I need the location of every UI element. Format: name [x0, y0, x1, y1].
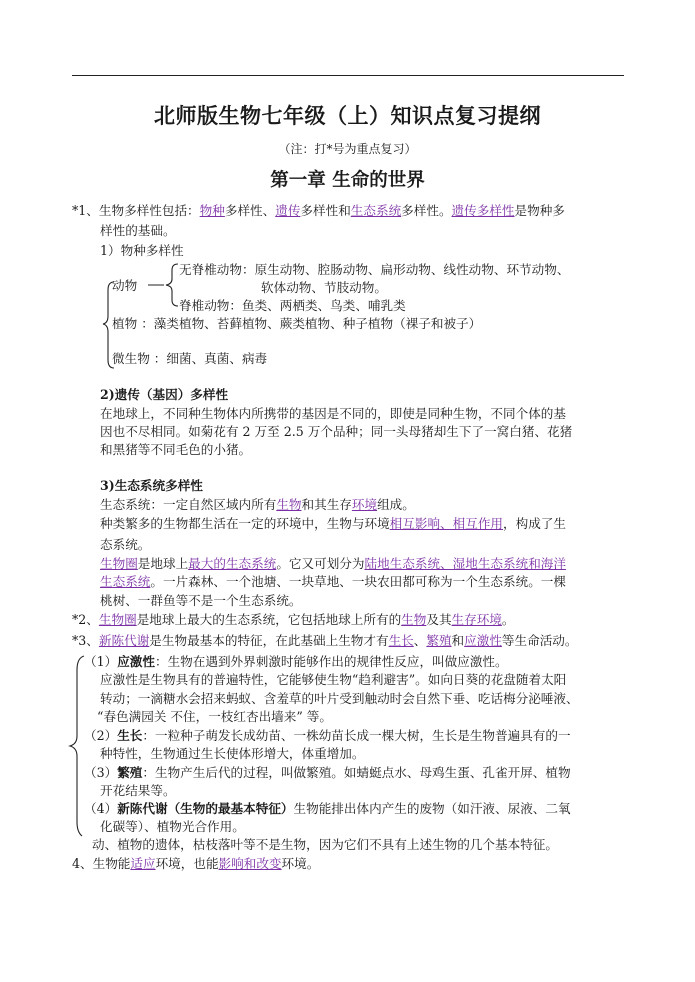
invertebrate-line-2: 软体动物、节肢动物。: [261, 280, 387, 295]
irritability-line-2: 应激性是生物具有的普遍特性，它能够使生物“趋利避害”。如向日葵的花盘随着太阳: [100, 672, 567, 687]
text: *1、生物多样性包括：: [72, 203, 200, 218]
text: （2）: [84, 728, 118, 743]
text: 和: [451, 633, 465, 648]
text: 生物能排出体内产生的废物（如汗液、尿液、二氧: [293, 801, 571, 816]
text: 环境，也能: [155, 856, 219, 871]
keyword-link[interactable]: 遗传: [275, 203, 301, 218]
page-title: 北师版生物七年级（上）知识点复习提纲: [154, 104, 541, 128]
genetic-p3: 和黑猪等不同毛色的小猪。: [100, 442, 252, 457]
keyword-link[interactable]: 生物: [276, 497, 302, 512]
term: 新陈代谢（生物的最基本特征）: [117, 801, 294, 816]
keyword-link[interactable]: 物种: [199, 203, 225, 218]
text: 组成。: [377, 497, 415, 512]
text: 多样性。: [401, 203, 452, 218]
keyword-link[interactable]: 环境: [351, 497, 378, 512]
vertebrate-line: 脊椎动物：鱼类、两栖类、鸟类、哺乳类: [179, 298, 406, 313]
text: 多样性、: [224, 203, 276, 218]
text: ：生物产生后代的过程，叫做繁殖。如蜻蜓点水、母鸡生蛋、孔雀开屏、植物: [142, 765, 571, 780]
biosphere-line-3: 桃树、一群鱼等不是一个生态系统。: [100, 593, 302, 608]
header-rule: [72, 75, 624, 76]
item-1-line-2: 样性的基础。: [100, 223, 176, 238]
text: 多样性和: [300, 203, 351, 218]
trait-irritability: [84, 653, 508, 671]
keyword-link[interactable]: 生存环境: [451, 612, 502, 627]
text: 等生命活动。: [501, 633, 578, 648]
text: 种类繁多的生物都生活在一定的环境中，生物与环境: [100, 516, 390, 531]
metabolism-line-2: 化碳等）、植物光合作用。: [100, 819, 245, 834]
keyword-link[interactable]: 应激性: [464, 633, 502, 648]
text: *2、: [72, 612, 99, 627]
eco-line-3: 态系统。: [100, 537, 151, 552]
microbe-line: 微生物 ：细菌、真菌、病毒: [112, 351, 268, 366]
text: 是地球上: [137, 556, 189, 571]
text: ：一粒种子萌发长成幼苗、一株幼苗长成一棵大树，生长是生物普遍具有的一: [142, 728, 571, 743]
plant-line: 植物 ：藻类植物、苔藓植物、蕨类植物、种子植物（裸子和被子）: [112, 316, 482, 331]
label-animal: 动物: [112, 278, 138, 293]
text: （4）: [84, 801, 118, 816]
text: 和其生存: [301, 497, 352, 512]
subheading-species: 1）物种多样性: [100, 243, 184, 258]
text: 。一片森林、一个池塘、一块草地、一块农田都可称为一个生态系统。一棵: [150, 574, 566, 589]
keyword-link[interactable]: 生物圈: [100, 556, 138, 571]
text: 4、生物能: [72, 856, 131, 871]
reproduction-line-2: 开花结果等。: [100, 783, 176, 798]
eco-line-1: [100, 496, 415, 514]
eco-line-2: [100, 515, 566, 533]
trait-reproduction: [84, 764, 571, 782]
term: 繁殖: [117, 765, 143, 780]
keyword-link[interactable]: 影响和改变: [218, 856, 282, 871]
text: 、: [413, 633, 427, 648]
text: 及其: [426, 612, 452, 627]
keyword-link[interactable]: 陆地生态系统、湿地生态系统和海洋: [364, 556, 566, 571]
text: 。它又可划分为: [276, 556, 365, 571]
keyword-link[interactable]: 相互影响、相互作用: [389, 516, 503, 531]
term: 应激性: [117, 654, 155, 669]
text: *3、: [72, 633, 99, 648]
text: 生态系统：一定自然区域内所有: [100, 497, 277, 512]
text: ：生物在遇到外界刺激时能够作出的规律性反应，叫做应激性。: [154, 654, 508, 669]
item-2: [72, 611, 515, 629]
keyword-link[interactable]: 繁殖: [426, 633, 452, 648]
irritability-line-3: 转动；一滴糖水会招来蚂蚁、含羞草的叶片受到触动时会自然下垂、吃话梅分泌唾液、: [100, 691, 579, 706]
keyword-link[interactable]: 生态系统: [350, 203, 402, 218]
invertebrate-line-1: 无脊椎动物：原生动物、腔肠动物、扁形动物、线性动物、环节动物、: [179, 262, 570, 277]
chapter-heading: 第一章 生命的世界: [270, 170, 425, 191]
keyword-link[interactable]: 最大的生态系统: [188, 556, 277, 571]
text: （3）: [84, 765, 118, 780]
keyword-link[interactable]: 生态系统: [100, 574, 151, 589]
text: 是物种多: [514, 203, 565, 218]
keyword-link[interactable]: 生长: [388, 633, 414, 648]
trait-metabolism: [84, 800, 571, 818]
genetic-p2: 因也不尽相同。如菊花有 2 万至 2.5 万个品种；同一头母猪却生下了一窝白猪、花猪: [100, 424, 573, 439]
page-note: （注：打*号为重点复习）: [278, 142, 417, 156]
term: 生长: [117, 728, 143, 743]
subheading-ecosystem: 3)生态系统多样性: [100, 478, 203, 493]
text: ，构成了生: [503, 516, 566, 531]
keyword-link[interactable]: 适应: [130, 856, 156, 871]
biosphere-line-1: [100, 555, 566, 573]
item-1-line-1: [72, 202, 565, 220]
text: 。: [501, 612, 515, 627]
trait-growth: [84, 727, 571, 745]
text: 是生物最基本的特征，在此基础上生物才有: [149, 633, 389, 648]
item-4: [72, 855, 319, 873]
growth-line-2: 种特性，生物通过生长使体形增大，体重增加。: [100, 746, 365, 761]
genetic-p1: 在地球上，不同种生物体内所携带的基因是不同的，即使是同种生物，不同个体的基: [100, 406, 566, 421]
text: 环境。: [281, 856, 320, 871]
nonliving-note: 动、植物的遗体，枯枝落叶等不是生物，因为它们不具有上述生物的几个基本特征。: [92, 837, 558, 852]
subheading-genetic: 2)遗传（基因）多样性: [100, 387, 229, 402]
irritability-line-4: “春色满园关 不住，一枝红杏出墙来” 等。: [97, 709, 332, 724]
keyword-link[interactable]: 生物圈: [98, 612, 137, 627]
item-3: [72, 632, 577, 650]
keyword-link[interactable]: 生物: [401, 612, 427, 627]
keyword-link[interactable]: 新陈代谢: [98, 633, 150, 648]
keyword-link[interactable]: 遗传多样性: [451, 203, 515, 218]
text: （1）: [84, 654, 118, 669]
text: 是地球上最大的生态系统，它包括地球上所有的: [136, 612, 402, 627]
biosphere-line-2: [100, 573, 566, 591]
